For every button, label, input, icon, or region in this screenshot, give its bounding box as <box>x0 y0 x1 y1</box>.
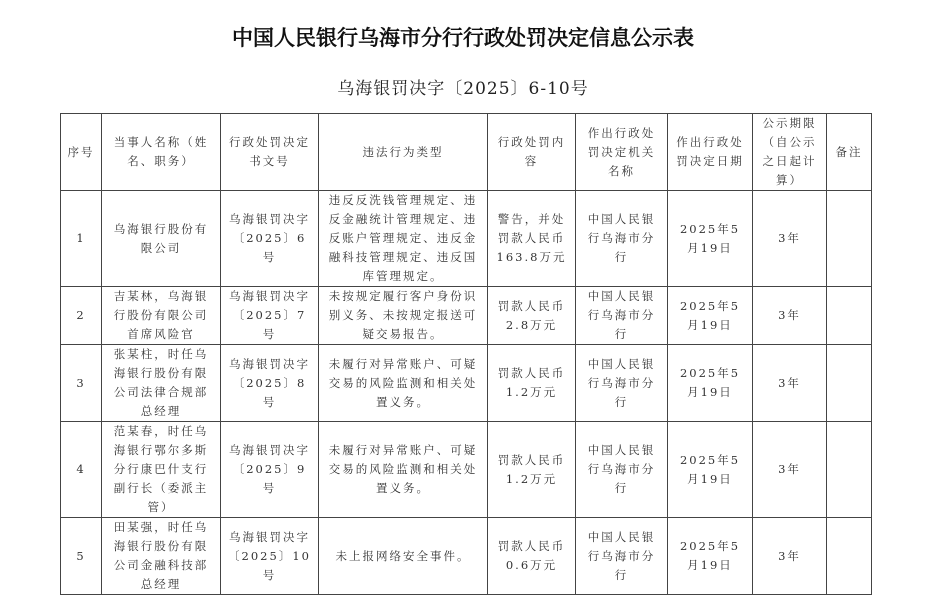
table-row <box>61 191 872 287</box>
publication-period: 3年 <box>753 345 827 422</box>
authority-name: 中国人民银行乌海市分行 <box>576 191 668 287</box>
document-number: 乌海银罚决字〔2025〕6-10号 <box>337 79 589 99</box>
row-number: 1 <box>61 191 102 287</box>
table-row <box>61 345 872 422</box>
authority-name: 中国人民银行乌海市分行 <box>576 422 668 518</box>
table-row <box>61 518 872 595</box>
header-cell: 违法行为类型 <box>319 114 488 191</box>
remarks <box>827 518 872 595</box>
decision-date: 2025年5月19日 <box>668 287 753 345</box>
decision-number: 乌海银罚决字〔2025〕8号 <box>221 345 319 422</box>
table-header-row <box>61 114 872 191</box>
decision-number: 乌海银罚决字〔2025〕6号 <box>221 191 319 287</box>
decision-number: 乌海银罚决字〔2025〕7号 <box>221 287 319 345</box>
penalty-content: 罚款人民币1.2万元 <box>488 422 576 518</box>
authority-name: 中国人民银行乌海市分行 <box>576 345 668 422</box>
violation-type: 未上报网络安全事件。 <box>319 518 488 595</box>
row-number: 5 <box>61 518 102 595</box>
party-name: 乌海银行股份有限公司 <box>102 191 221 287</box>
remarks <box>827 287 872 345</box>
header-cell: 备注 <box>827 114 872 191</box>
penalty-content: 罚款人民币2.8万元 <box>488 287 576 345</box>
party-name: 吉某林，乌海银行股份有限公司首席风险官 <box>102 287 221 345</box>
party-name: 范某春，时任乌海银行鄂尔多斯分行康巴什支行副行长（委派主管） <box>102 422 221 518</box>
violation-type: 未履行对异常账户、可疑交易的风险监测和相关处置义务。 <box>319 345 488 422</box>
header-cell: 作出行政处罚决定机关名称 <box>576 114 668 191</box>
decision-number: 乌海银罚决字〔2025〕9号 <box>221 422 319 518</box>
authority-name: 中国人民银行乌海市分行 <box>576 287 668 345</box>
decision-date: 2025年5月19日 <box>668 191 753 287</box>
header-cell: 序号 <box>61 114 102 191</box>
violation-type: 未按规定履行客户身份识别义务、未按规定报送可疑交易报告。 <box>319 287 488 345</box>
decision-date: 2025年5月19日 <box>668 518 753 595</box>
violation-type: 未履行对异常账户、可疑交易的风险监测和相关处置义务。 <box>319 422 488 518</box>
header-cell: 行政处罚内容 <box>488 114 576 191</box>
violation-type: 违反反洗钱管理规定、违反金融统计管理规定、违反账户管理规定、违反金融科技管理规定、违反国库管理规定。 <box>319 191 488 287</box>
header-cell: 作出行政处罚决定日期 <box>668 114 753 191</box>
remarks <box>827 191 872 287</box>
page-title: 中国人民银行乌海市分行行政处罚决定信息公示表 <box>232 26 694 50</box>
table-row <box>61 422 872 518</box>
party-name: 张某柱，时任乌海银行股份有限公司法律合规部总经理 <box>102 345 221 422</box>
penalty-content: 警告，并处罚款人民币163.8万元 <box>488 191 576 287</box>
publication-period: 3年 <box>753 422 827 518</box>
party-name: 田某强，时任乌海银行股份有限公司金融科技部总经理 <box>102 518 221 595</box>
penalty-table <box>60 113 872 595</box>
remarks <box>827 422 872 518</box>
header-cell: 公示期限（自公示之日起计算） <box>753 114 827 191</box>
header-cell: 当事人名称（姓名、职务） <box>102 114 221 191</box>
penalty-content: 罚款人民币1.2万元 <box>488 345 576 422</box>
remarks <box>827 345 872 422</box>
publication-period: 3年 <box>753 518 827 595</box>
penalty-content: 罚款人民币0.6万元 <box>488 518 576 595</box>
row-number: 3 <box>61 345 102 422</box>
table-row <box>61 287 872 345</box>
row-number: 4 <box>61 422 102 518</box>
authority-name: 中国人民银行乌海市分行 <box>576 518 668 595</box>
decision-date: 2025年5月19日 <box>668 422 753 518</box>
decision-date: 2025年5月19日 <box>668 345 753 422</box>
publication-period: 3年 <box>753 191 827 287</box>
publication-period: 3年 <box>753 287 827 345</box>
row-number: 2 <box>61 287 102 345</box>
header-cell: 行政处罚决定书文号 <box>221 114 319 191</box>
decision-number: 乌海银罚决字〔2025〕10号 <box>221 518 319 595</box>
